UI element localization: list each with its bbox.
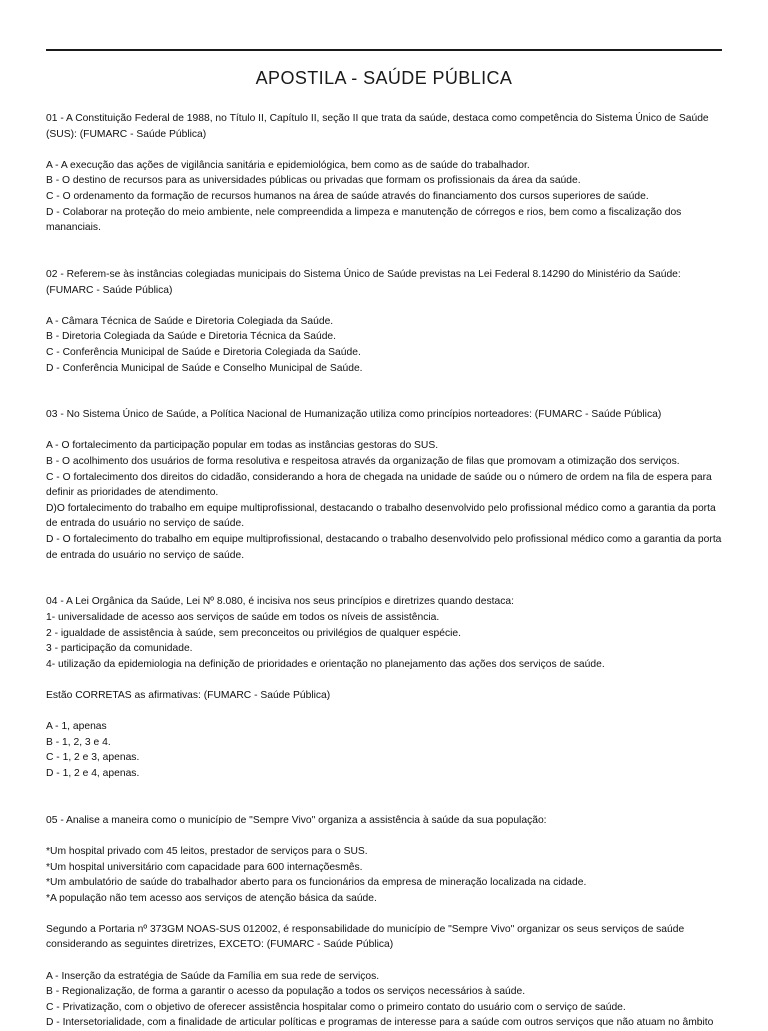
question-2-option-b: B - Diretoria Colegiada da Saúde e Diretoria Técnica da Saúde. [46, 331, 337, 343]
question-2-option-a: A - Câmara Técnica de Saúde e Diretoria Colegiada da Saúde. [46, 315, 334, 327]
question-5-option-b: B - Regionalização, de forma a garantir o acesso da população a todos os serviços necessários à saúde. [46, 986, 526, 998]
question-5-fact-4: *A população não tem acesso aos serviços de atenção básica da saúde. [46, 892, 377, 904]
question-4-option-d: D - 1, 2 e 4, apenas. [46, 767, 140, 779]
question-1-option-a: A - A execução das ações de vigilância sanitária e epidemiológica, bem como as de saúde do trabalhador. [46, 159, 530, 171]
document-title: APOSTILA - SAÚDE PÚBLICA [255, 68, 513, 88]
question-3-option-d: D - O fortalecimento do trabalho em equipe multiprofissional, destacando o trabalho desenvolvido pelo profissional médico como a garantia da porta de entrada do usuário no serviço de saúde. [46, 534, 722, 561]
question-4-item-1: 1- universalidade de acesso aos serviços de saúde em todos os níveis de assistência. [46, 612, 440, 623]
question-5-option-c: C - Privatização, com o objetivo de oferecer assistência hospitalar como o primeiro contato do usuário com o serviço de saúde. [46, 1001, 626, 1013]
question-3-option-c: C - O fortalecimento dos direitos do cidadão, considerando a hora de chegada na unidade de saúde ou o número de ordem na fila de espera para definir as prioridades de atendimento. [46, 471, 712, 499]
question-1-stem: 01 - A Constituição Federal de 1988, no Título II, Capítulo II, seção II que trata da saúde, destaca como competência do Sistema Único de Saúde (SUS): (FUMARC - Saúde Pública) [46, 113, 709, 140]
question-5-fact-3: *Um ambulatório de saúde do trabalhador aberto para os funcionários da empresa de mineração localizada na cidade. [46, 877, 587, 889]
question-5-fact-2: *Um hospital universitário com capacidade para 600 internaçõesmês. [46, 861, 363, 873]
question-4-item-2: 2 - igualdade de assistência à saúde, sem preconceitos ou privilégios de qualquer espécie. [46, 627, 461, 639]
document-body [46, 111, 722, 1031]
question-3-option-d-duplicate: D)O fortalecimento do trabalho em equipe multiprofissional, destacando o trabalho desenvolvido pelo profissional médico como a garantia da porta de entrada do usuário no serviço de saúde. [46, 502, 716, 530]
question-1-option-c: C - O ordenamento da formação de recursos humanos na área de saúde através do financiamento dos cursos superiores de saúde. [46, 190, 649, 202]
question-5-option-d: D - Intersetorialidade, com a finalidade de articular políticas e programas de interesse para a saúde com outros serviços que não atuam no âmbito [46, 1017, 714, 1029]
header-rule [46, 49, 722, 51]
question-3-stem: 03 - No Sistema Único de Saúde, a Política Nacional de Humanização utiliza como princípios norteadores: (FUMARC - Saúde Pública) [46, 409, 662, 421]
question-4-item-3: 3 - participação da comunidade. [46, 643, 193, 655]
question-4-option-a: A - 1, apenas [46, 721, 107, 733]
question-4-option-b: B - 1, 2, 3 e 4. [46, 736, 111, 748]
question-4-stem: 04 - A Lei Orgânica da Saúde, Lei Nº 8.080, é incisiva nos seus princípios e diretrizes quando destaca: [46, 596, 514, 608]
question-2-option-d: D - Conferência Municipal de Saúde e Conselho Municipal de Saúde. [46, 362, 363, 374]
question-5-prompt: Segundo a Portaria nº 373GM NOAS-SUS 012002, é responsabilidade do município de "Sempre Vivo" organizar os seus serviços de saúde considerando as seguintes diretrizes, EXCETO: (FUMARC - Saúde Pública) [46, 923, 685, 951]
question-3-option-b: B - O acolhimento dos usuários de forma resolutiva e respeitosa através da organização de filas que promovam a otimização dos serviços. [46, 456, 680, 468]
question-4-option-c: C - 1, 2 e 3, apenas. [46, 752, 140, 764]
question-3-option-a: A - O fortalecimento da participação popular em todas as instâncias gestoras do SUS. [46, 440, 439, 452]
question-5-stem: 05 - Analise a maneira como o município de "Sempre Vivo" organiza a assistência à saúde da sua população: [46, 814, 547, 826]
question-5-fact-1: *Um hospital privado com 45 leitos, prestador de serviços para o SUS. [46, 845, 368, 857]
question-4-prompt: Estão CORRETAS as afirmativas: (FUMARC - Saúde Pública) [46, 689, 331, 701]
question-4-item-4: 4- utilização da epidemiologia na definição de prioridades e orientação no planejamento das ações dos serviços de saúde. [46, 658, 605, 670]
question-1-option-b: B - O destino de recursos para as universidades públicas ou privadas que formam os profissionais da área da saúde. [46, 175, 581, 187]
question-5-option-a: A - Inserção da estratégia de Saúde da Família em sua rede de serviços. [46, 970, 380, 982]
question-1-option-d: D - Colaborar na proteção do meio ambiente, nele compreendida a limpeza e manutenção de córregos e rios, bem como a fiscalização dos mananciais. [46, 206, 682, 234]
question-2-stem: 02 - Referem-se às instâncias colegiadas municipais do Sistema Único de Saúde previstas na Lei Federal 8.14290 do Ministério da Saúde: (FUMARC - Saúde Pública) [46, 268, 681, 296]
question-2-option-c: C - Conferência Municipal de Saúde e Diretoria Colegiada da Saúde. [46, 346, 361, 358]
